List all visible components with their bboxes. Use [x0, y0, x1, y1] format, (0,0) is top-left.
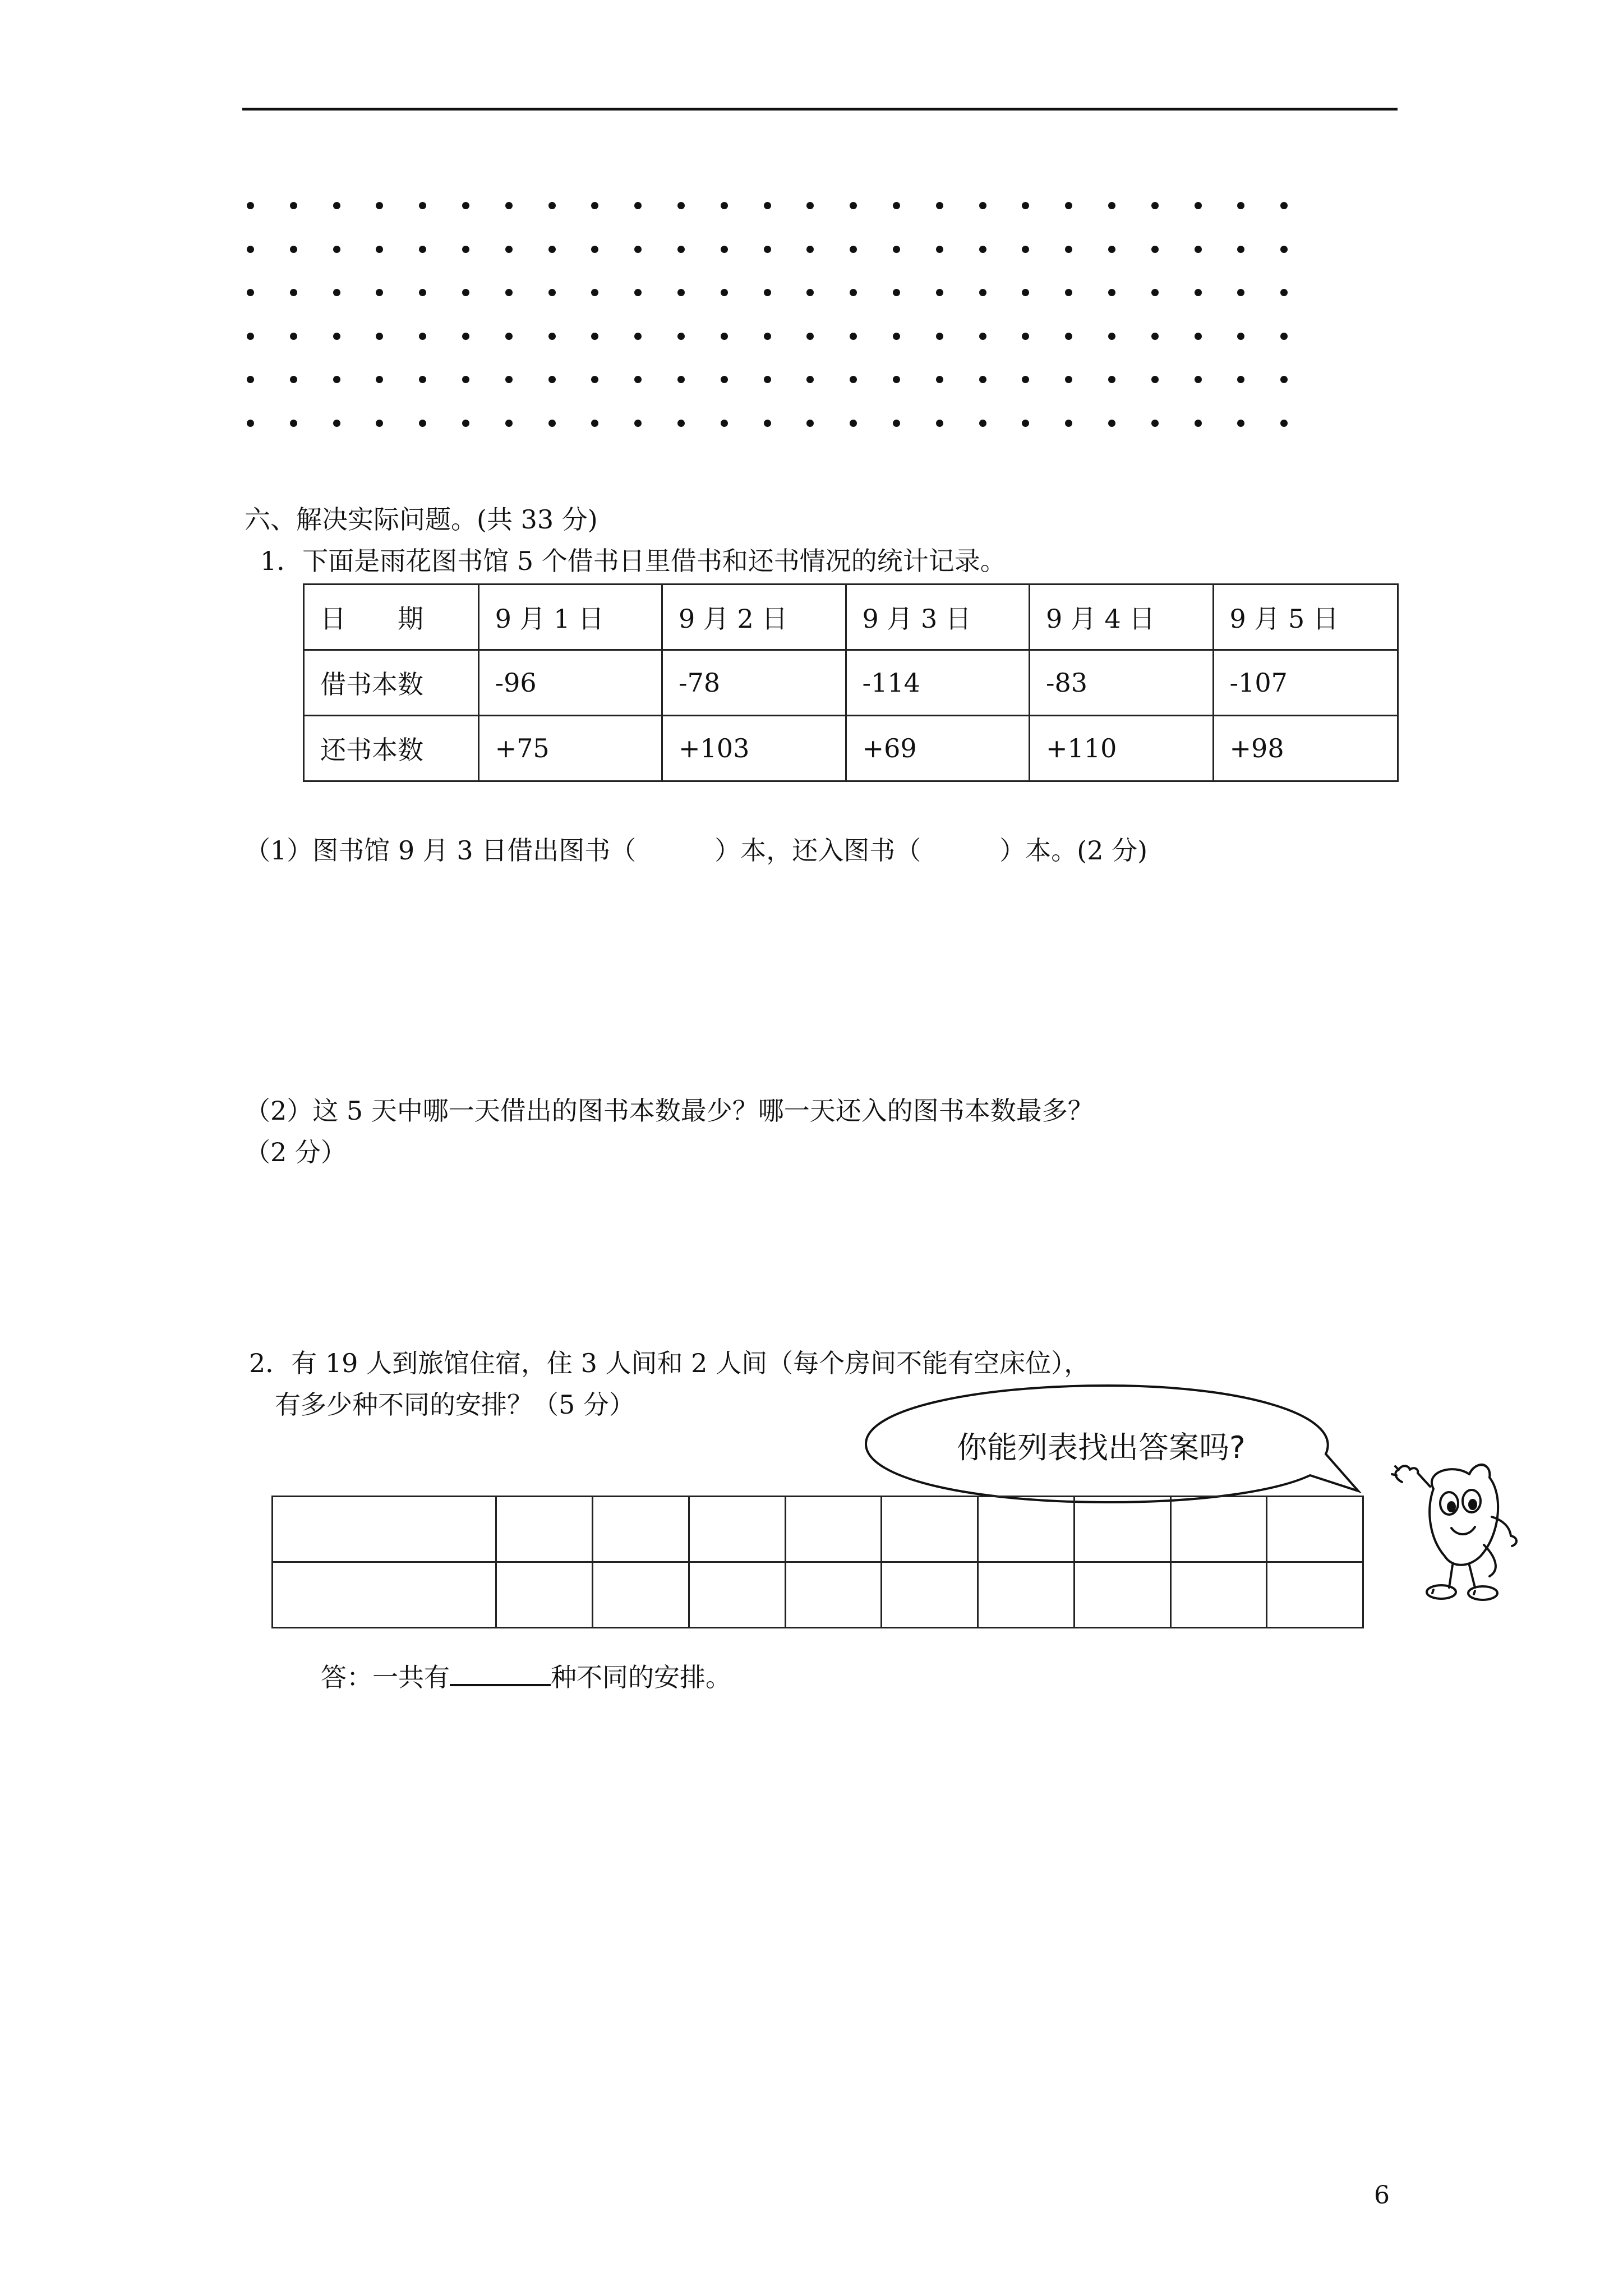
- arrangement-cell[interactable]: [785, 1497, 882, 1562]
- grid-dot: [1151, 376, 1159, 383]
- table-cell: +98: [1213, 716, 1398, 781]
- grid-dot: [979, 202, 986, 209]
- grid-dot: [764, 246, 771, 253]
- grid-dot: [1065, 376, 1072, 383]
- grid-dot: [850, 376, 857, 383]
- grid-dot: [893, 289, 900, 296]
- q1-stem: 1．下面是雨花图书馆 5 个借书日里借书和还书情况的统计记录。: [260, 546, 1006, 576]
- grid-dot: [1065, 246, 1072, 253]
- grid-dot: [806, 289, 814, 296]
- mascot-icon: [1391, 1450, 1537, 1618]
- arrangement-cell[interactable]: [273, 1497, 496, 1562]
- grid-dot: [979, 420, 986, 427]
- table-cell: +103: [662, 716, 846, 781]
- grid-dot: [1237, 333, 1244, 340]
- grid-dot: [721, 202, 728, 209]
- grid-dot: [893, 420, 900, 427]
- arrangement-cell[interactable]: [593, 1497, 689, 1562]
- grid-dot: [1065, 333, 1072, 340]
- arrangement-cell[interactable]: [273, 1562, 496, 1628]
- grid-dot: [290, 376, 297, 383]
- grid-dot: [677, 420, 685, 427]
- grid-dot: [1151, 246, 1159, 253]
- grid-dot: [893, 202, 900, 209]
- grid-dot: [1065, 202, 1072, 209]
- grid-dot: [376, 246, 383, 253]
- grid-dot: [1280, 376, 1288, 383]
- arrangement-cell[interactable]: [496, 1562, 593, 1628]
- arrangement-cell[interactable]: [882, 1562, 978, 1628]
- q2-line2: 有多少种不同的安排？（5 分）: [275, 1389, 635, 1420]
- grid-dot: [806, 420, 814, 427]
- grid-dot: [936, 333, 943, 340]
- grid-dot: [893, 333, 900, 340]
- grid-dot: [634, 246, 642, 253]
- grid-dot: [591, 376, 598, 383]
- grid-dot: [1065, 420, 1072, 427]
- grid-dot: [1237, 202, 1244, 209]
- grid-dot: [936, 420, 943, 427]
- grid-dot: [677, 289, 685, 296]
- grid-dot: [764, 289, 771, 296]
- grid-dot: [333, 376, 340, 383]
- grid-dot: [806, 376, 814, 383]
- q1-sub2-line1: （2）这 5 天中哪一天借出的图书本数最少？哪一天还入的图书本数最多？: [245, 1096, 1094, 1126]
- grid-dot: [850, 333, 857, 340]
- library-stats-table: [303, 583, 1399, 782]
- grid-dot: [677, 202, 685, 209]
- table-header-cell: 9 月 2 日: [662, 585, 846, 650]
- q2-line1: 2．有 19 人到旅馆住宿，住 3 人间和 2 人间（每个房间不能有空床位），: [249, 1348, 1090, 1378]
- arrangement-table: [271, 1496, 1364, 1628]
- grid-dot: [936, 289, 943, 296]
- arrangement-cell[interactable]: [978, 1497, 1075, 1562]
- grid-dot: [764, 420, 771, 427]
- grid-dot: [634, 289, 642, 296]
- grid-dot: [1151, 420, 1159, 427]
- grid-dot: [591, 333, 598, 340]
- grid-dot: [1108, 289, 1115, 296]
- table-cell: +110: [1030, 716, 1214, 781]
- table-cell: -83: [1030, 650, 1214, 716]
- speech-bubble: [861, 1381, 1366, 1511]
- arrangement-cell[interactable]: [882, 1497, 978, 1562]
- section-title: 六、解决实际问题。(共 33 分): [245, 504, 598, 535]
- grid-dot: [419, 246, 426, 253]
- grid-dot: [419, 376, 426, 383]
- grid-dot: [290, 289, 297, 296]
- grid-dot: [505, 420, 513, 427]
- grid-dot: [936, 376, 943, 383]
- grid-dot: [462, 289, 469, 296]
- grid-dot: [850, 246, 857, 253]
- grid-dot: [462, 376, 469, 383]
- grid-dot: [419, 202, 426, 209]
- grid-dot: [1108, 246, 1115, 253]
- grid-dot: [721, 333, 728, 340]
- grid-dot: [1280, 202, 1288, 209]
- grid-dot: [548, 333, 556, 340]
- grid-dot: [850, 202, 857, 209]
- grid-dot: [376, 333, 383, 340]
- table-cell: 借书本数: [304, 650, 479, 716]
- arrangement-cell[interactable]: [978, 1562, 1075, 1628]
- grid-dot: [1195, 202, 1202, 209]
- header-rule: [242, 108, 1398, 111]
- grid-dot: [548, 289, 556, 296]
- grid-dot: [850, 420, 857, 427]
- grid-dot: [247, 333, 254, 340]
- grid-dot: [548, 202, 556, 209]
- grid-dot: [936, 246, 943, 253]
- q2-answer-suffix: 种不同的安排。: [551, 1662, 731, 1692]
- grid-dot: [979, 333, 986, 340]
- grid-dot: [247, 202, 254, 209]
- grid-dot: [247, 376, 254, 383]
- grid-dot: [591, 420, 598, 427]
- grid-dot: [1280, 289, 1288, 296]
- grid-dot: [1280, 420, 1288, 427]
- grid-dot: [1022, 246, 1029, 253]
- grid-dot: [979, 246, 986, 253]
- grid-dot: [505, 376, 513, 383]
- grid-dot: [505, 333, 513, 340]
- grid-dot: [634, 376, 642, 383]
- grid-dot: [764, 202, 771, 209]
- grid-dot: [462, 202, 469, 209]
- grid-dot: [1195, 333, 1202, 340]
- grid-dot: [721, 420, 728, 427]
- table-cell: 还书本数: [304, 716, 479, 781]
- arrangement-cell[interactable]: [1170, 1497, 1267, 1562]
- grid-dot: [677, 246, 685, 253]
- grid-dot: [893, 376, 900, 383]
- q1-sub1-part-b: ）本，还入图书（: [714, 835, 921, 866]
- grid-dot: [548, 376, 556, 383]
- grid-dot: [1022, 376, 1029, 383]
- arrangement-cell[interactable]: [1267, 1562, 1363, 1628]
- table-header-cell: 9 月 5 日: [1213, 585, 1398, 650]
- table-cell: -96: [478, 650, 662, 716]
- table-header-cell: 9 月 4 日: [1030, 585, 1214, 650]
- arrangement-cell[interactable]: [593, 1562, 689, 1628]
- grid-dot: [505, 202, 513, 209]
- grid-dot: [505, 246, 513, 253]
- grid-dot: [979, 376, 986, 383]
- grid-dot: [376, 202, 383, 209]
- arrangement-cell[interactable]: [689, 1562, 785, 1628]
- grid-dot: [290, 333, 297, 340]
- table-cell: -78: [662, 650, 846, 716]
- grid-dot: [247, 289, 254, 296]
- grid-dot: [850, 289, 857, 296]
- grid-dot: [1151, 289, 1159, 296]
- grid-dot: [1151, 333, 1159, 340]
- grid-dot: [333, 202, 340, 209]
- grid-dot: [721, 376, 728, 383]
- grid-dot: [1108, 376, 1115, 383]
- grid-dot: [893, 246, 900, 253]
- grid-dot: [764, 376, 771, 383]
- grid-dot: [376, 289, 383, 296]
- q1-sub1-part-a: （1）图书馆 9 月 3 日借出图书（: [245, 835, 637, 866]
- q1-sub1-part-c: ）本。(2 分): [999, 835, 1148, 866]
- grid-dot: [979, 289, 986, 296]
- grid-dot: [376, 376, 383, 383]
- grid-dot: [1022, 333, 1029, 340]
- grid-dot: [548, 420, 556, 427]
- arrangement-cell[interactable]: [1170, 1562, 1267, 1628]
- page-number: 6: [1374, 2181, 1390, 2210]
- grid-dot: [806, 333, 814, 340]
- grid-dot: [290, 420, 297, 427]
- grid-dot: [1237, 246, 1244, 253]
- table-cell: -114: [846, 650, 1029, 716]
- grid-dot: [462, 333, 469, 340]
- grid-dot: [1280, 333, 1288, 340]
- arrangement-cell[interactable]: [1074, 1497, 1170, 1562]
- grid-dot: [721, 246, 728, 253]
- grid-dot: [591, 246, 598, 253]
- arrangement-cell[interactable]: [496, 1497, 593, 1562]
- grid-dot: [634, 333, 642, 340]
- grid-dot: [247, 246, 254, 253]
- grid-dot: [1280, 246, 1288, 253]
- grid-dot: [806, 202, 814, 209]
- grid-dot: [462, 246, 469, 253]
- grid-dot: [505, 289, 513, 296]
- grid-dot: [591, 289, 598, 296]
- grid-dot: [1108, 202, 1115, 209]
- arrangement-row-2: [273, 1562, 1363, 1628]
- grid-dot: [1195, 420, 1202, 427]
- grid-dot: [1022, 202, 1029, 209]
- grid-dot: [419, 420, 426, 427]
- grid-dot: [333, 420, 340, 427]
- grid-dot: [1237, 420, 1244, 427]
- speech-bubble-text: 你能列表找出答案吗?: [957, 1430, 1246, 1465]
- table-cell: +69: [846, 716, 1029, 781]
- grid-dot: [806, 246, 814, 253]
- grid-dot: [419, 289, 426, 296]
- grid-dot: [1022, 420, 1029, 427]
- grid-dot: [333, 289, 340, 296]
- grid-dot: [634, 202, 642, 209]
- grid-dot: [721, 289, 728, 296]
- arrangement-cell[interactable]: [1074, 1562, 1170, 1628]
- table-cell: -107: [1213, 650, 1398, 716]
- grid-dot: [376, 420, 383, 427]
- grid-dot: [247, 420, 254, 427]
- grid-dot: [1237, 376, 1244, 383]
- answer-blank-arrangements[interactable]: [450, 1659, 551, 1686]
- grid-dot: [1022, 289, 1029, 296]
- dot-grid: [247, 202, 1324, 449]
- grid-dot: [1195, 376, 1202, 383]
- arrangement-cell[interactable]: [785, 1562, 882, 1628]
- grid-dot: [333, 246, 340, 253]
- q2-answer-prefix: 答：一共有: [321, 1662, 450, 1692]
- grid-dot: [764, 333, 771, 340]
- arrangement-cell[interactable]: [1267, 1497, 1363, 1562]
- grid-dot: [591, 202, 598, 209]
- q1-sub2-line2: （2 分）: [245, 1137, 347, 1167]
- table-row-borrowed: [304, 650, 1398, 716]
- grid-dot: [548, 246, 556, 253]
- grid-dot: [936, 202, 943, 209]
- arrangement-row-1: [273, 1497, 1363, 1562]
- grid-dot: [677, 376, 685, 383]
- grid-dot: [1108, 420, 1115, 427]
- grid-dot: [1108, 333, 1115, 340]
- grid-dot: [462, 420, 469, 427]
- table-header-cell: 9 月 1 日: [478, 585, 662, 650]
- table-header-cell: 9 月 3 日: [846, 585, 1029, 650]
- grid-dot: [1151, 202, 1159, 209]
- grid-dot: [1065, 289, 1072, 296]
- grid-dot: [290, 246, 297, 253]
- grid-dot: [1195, 246, 1202, 253]
- table-cell: +75: [478, 716, 662, 781]
- arrangement-cell[interactable]: [689, 1497, 785, 1562]
- table-header-cell: 日 期: [304, 585, 479, 650]
- q2-answer: [321, 1659, 731, 1694]
- grid-dot: [677, 333, 685, 340]
- q1-sub1: [245, 834, 1147, 867]
- grid-dot: [1195, 289, 1202, 296]
- grid-dot: [419, 333, 426, 340]
- table-row-returned: [304, 716, 1398, 781]
- table-row-header: [304, 585, 1398, 650]
- grid-dot: [1237, 289, 1244, 296]
- grid-dot: [333, 333, 340, 340]
- grid-dot: [634, 420, 642, 427]
- grid-dot: [290, 202, 297, 209]
